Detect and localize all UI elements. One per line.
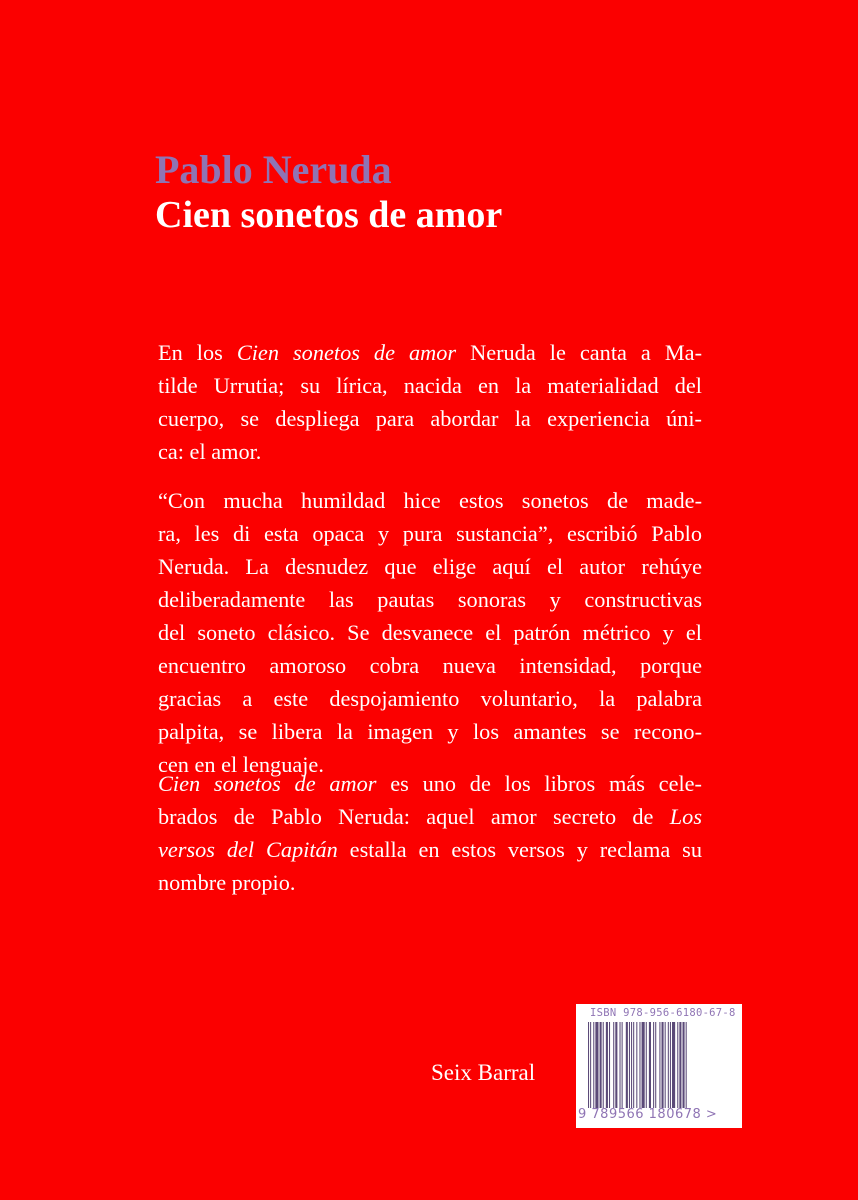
text-line: nombre propio. (158, 870, 296, 895)
isbn-barcode (576, 1004, 742, 1128)
text-line: brados de Pablo Neruda: aquel amor secreto de Los (158, 804, 702, 829)
text-line: cuerpo, se despliega para abordar la experiencia úni- (158, 406, 702, 431)
text-line: encuentro amoroso cobra nueva intensidad, porque (158, 653, 702, 678)
text-line: tilde Urrutia; su lírica, nacida en la materialidad del (158, 373, 702, 398)
text-line: cen en el lenguaje. (158, 752, 324, 777)
blurb-paragraph-3 (158, 767, 702, 899)
blurb-paragraph-1 (158, 336, 702, 468)
text-line: versos del Capitán estalla en estos versos y reclama su (158, 837, 702, 862)
text-line: ca: el amor. (158, 439, 262, 464)
text-line: palpita, se libera la imagen y los amantes se recono- (158, 719, 702, 744)
barcode-bars-icon (588, 1022, 730, 1108)
barcode-digits: 9 789566 180678 > (578, 1107, 718, 1122)
text-line: gracias a este despojamiento voluntario, la palabra (158, 686, 702, 711)
text-line: ra, les di esta opaca y pura sustancia”, escribió Pablo (158, 521, 702, 546)
author-name: Pablo Neruda (155, 147, 392, 192)
text-line: Neruda. La desnudez que elige aquí el autor rehúye (158, 554, 702, 579)
text-line: “Con mucha humildad hice estos sonetos de made- (158, 488, 702, 513)
text-line: En los Cien sonetos de amor Neruda le canta a Ma- (158, 340, 703, 365)
text-line: del soneto clásico. Se desvanece el patrón métrico y el (158, 620, 702, 645)
text-line: Cien sonetos de amor es uno de los libros más cele- (158, 771, 702, 796)
text-line: deliberadamente las pautas sonoras y constructivas (158, 587, 702, 612)
publisher-name: Seix Barral (431, 1060, 536, 1085)
isbn-label: ISBN 978-956-6180-67-8 (590, 1007, 736, 1019)
book-title: Cien sonetos de amor (155, 194, 503, 236)
blurb-paragraph-2 (158, 484, 702, 781)
